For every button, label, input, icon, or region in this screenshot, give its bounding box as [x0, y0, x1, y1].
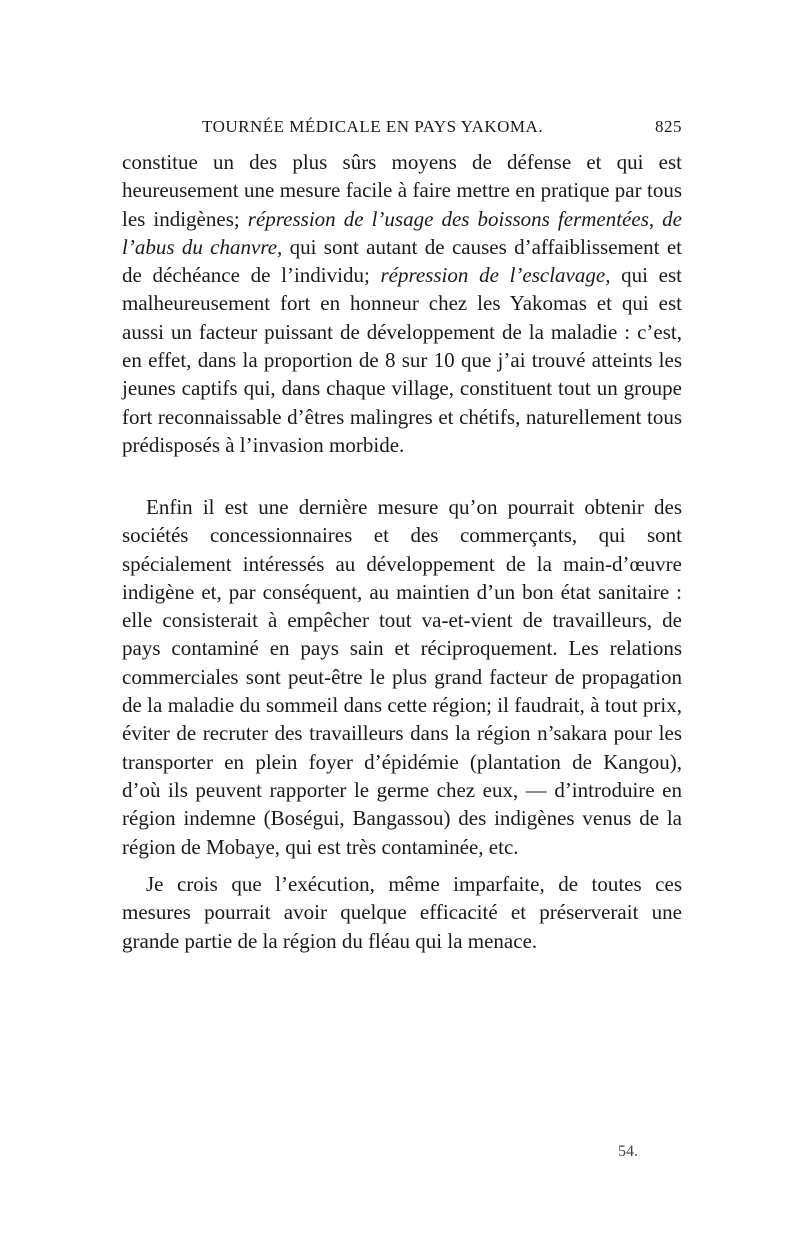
text-run: qui sont autant de causes d’affaiblissement et de déchéance de l’individu; [122, 234, 683, 288]
text-run: constitue un des plus sûrs moyens de défense et qui est heureusement une mesure facile à faire mettre en pratique par tous les indigènes; [122, 150, 682, 231]
signature-mark: 54. [618, 1143, 638, 1160]
page-number: 825 [655, 117, 682, 136]
running-title: TOURNÉE MÉDICALE EN PAYS YAKOMA. [202, 117, 544, 136]
text-run: qui est malheureusement fort en honneur chez les Yakomas et qui est aussi un facteur puissant de développement de la maladie : c’est, en effet, dans la proportion de 8 sur 10 que j’ai trouvé atteints les jeunes captifs qui, dans chaque village, constituent tout un groupe fort reconnaissable d’êtres malingres et chétifs, naturellement tous prédisposés à l’invasion morbide. [122, 263, 683, 457]
text-run: Enfin il est une dernière mesure qu’on pourrait obtenir des sociétés concessionnaires et des commerçants, qui sont spécialement intéressés au développement de la main-d’œuvre indigène et, par conséquent, au maintien d’un bon état sanitaire : elle consisterait à empêcher tout va-et-vient de travailleurs, de pays contaminé en pays sain et réciproquement. Les relations commerciales sont peut-être le plus grand facteur de propagation de la maladie du sommeil dans cette région; il faudrait, à tout prix, éviter de recruter des travailleurs dans la région n’sakara pour les transporter en plein foyer d’épidémie (plantation de Kangou), d’où ils peuvent rapporter le germe chez eux, — d’introduire en région indemne (Boségui, Bangassou) des indigènes venus de la région de Mobaye, qui est très contaminée, etc. [122, 495, 682, 859]
paragraph-3 [122, 870, 682, 955]
italic-run: répression de l’esclavage, [380, 263, 611, 288]
text-run: Je crois que l’exécution, même imparfaite, de toutes ces mesures pourrait avoir quelque efficacité et préserverait une grande partie de la région du fléau qui la menace. [122, 872, 682, 953]
paragraph-text [122, 493, 682, 861]
running-head [122, 117, 682, 139]
paragraph-2 [122, 493, 682, 861]
italic-run: répression de l’usage des boissons fermentées, de l’abus du chanvre, [122, 206, 682, 259]
paragraph-1 [122, 148, 682, 459]
paragraph-text [122, 148, 682, 459]
paragraph-text [122, 870, 682, 955]
